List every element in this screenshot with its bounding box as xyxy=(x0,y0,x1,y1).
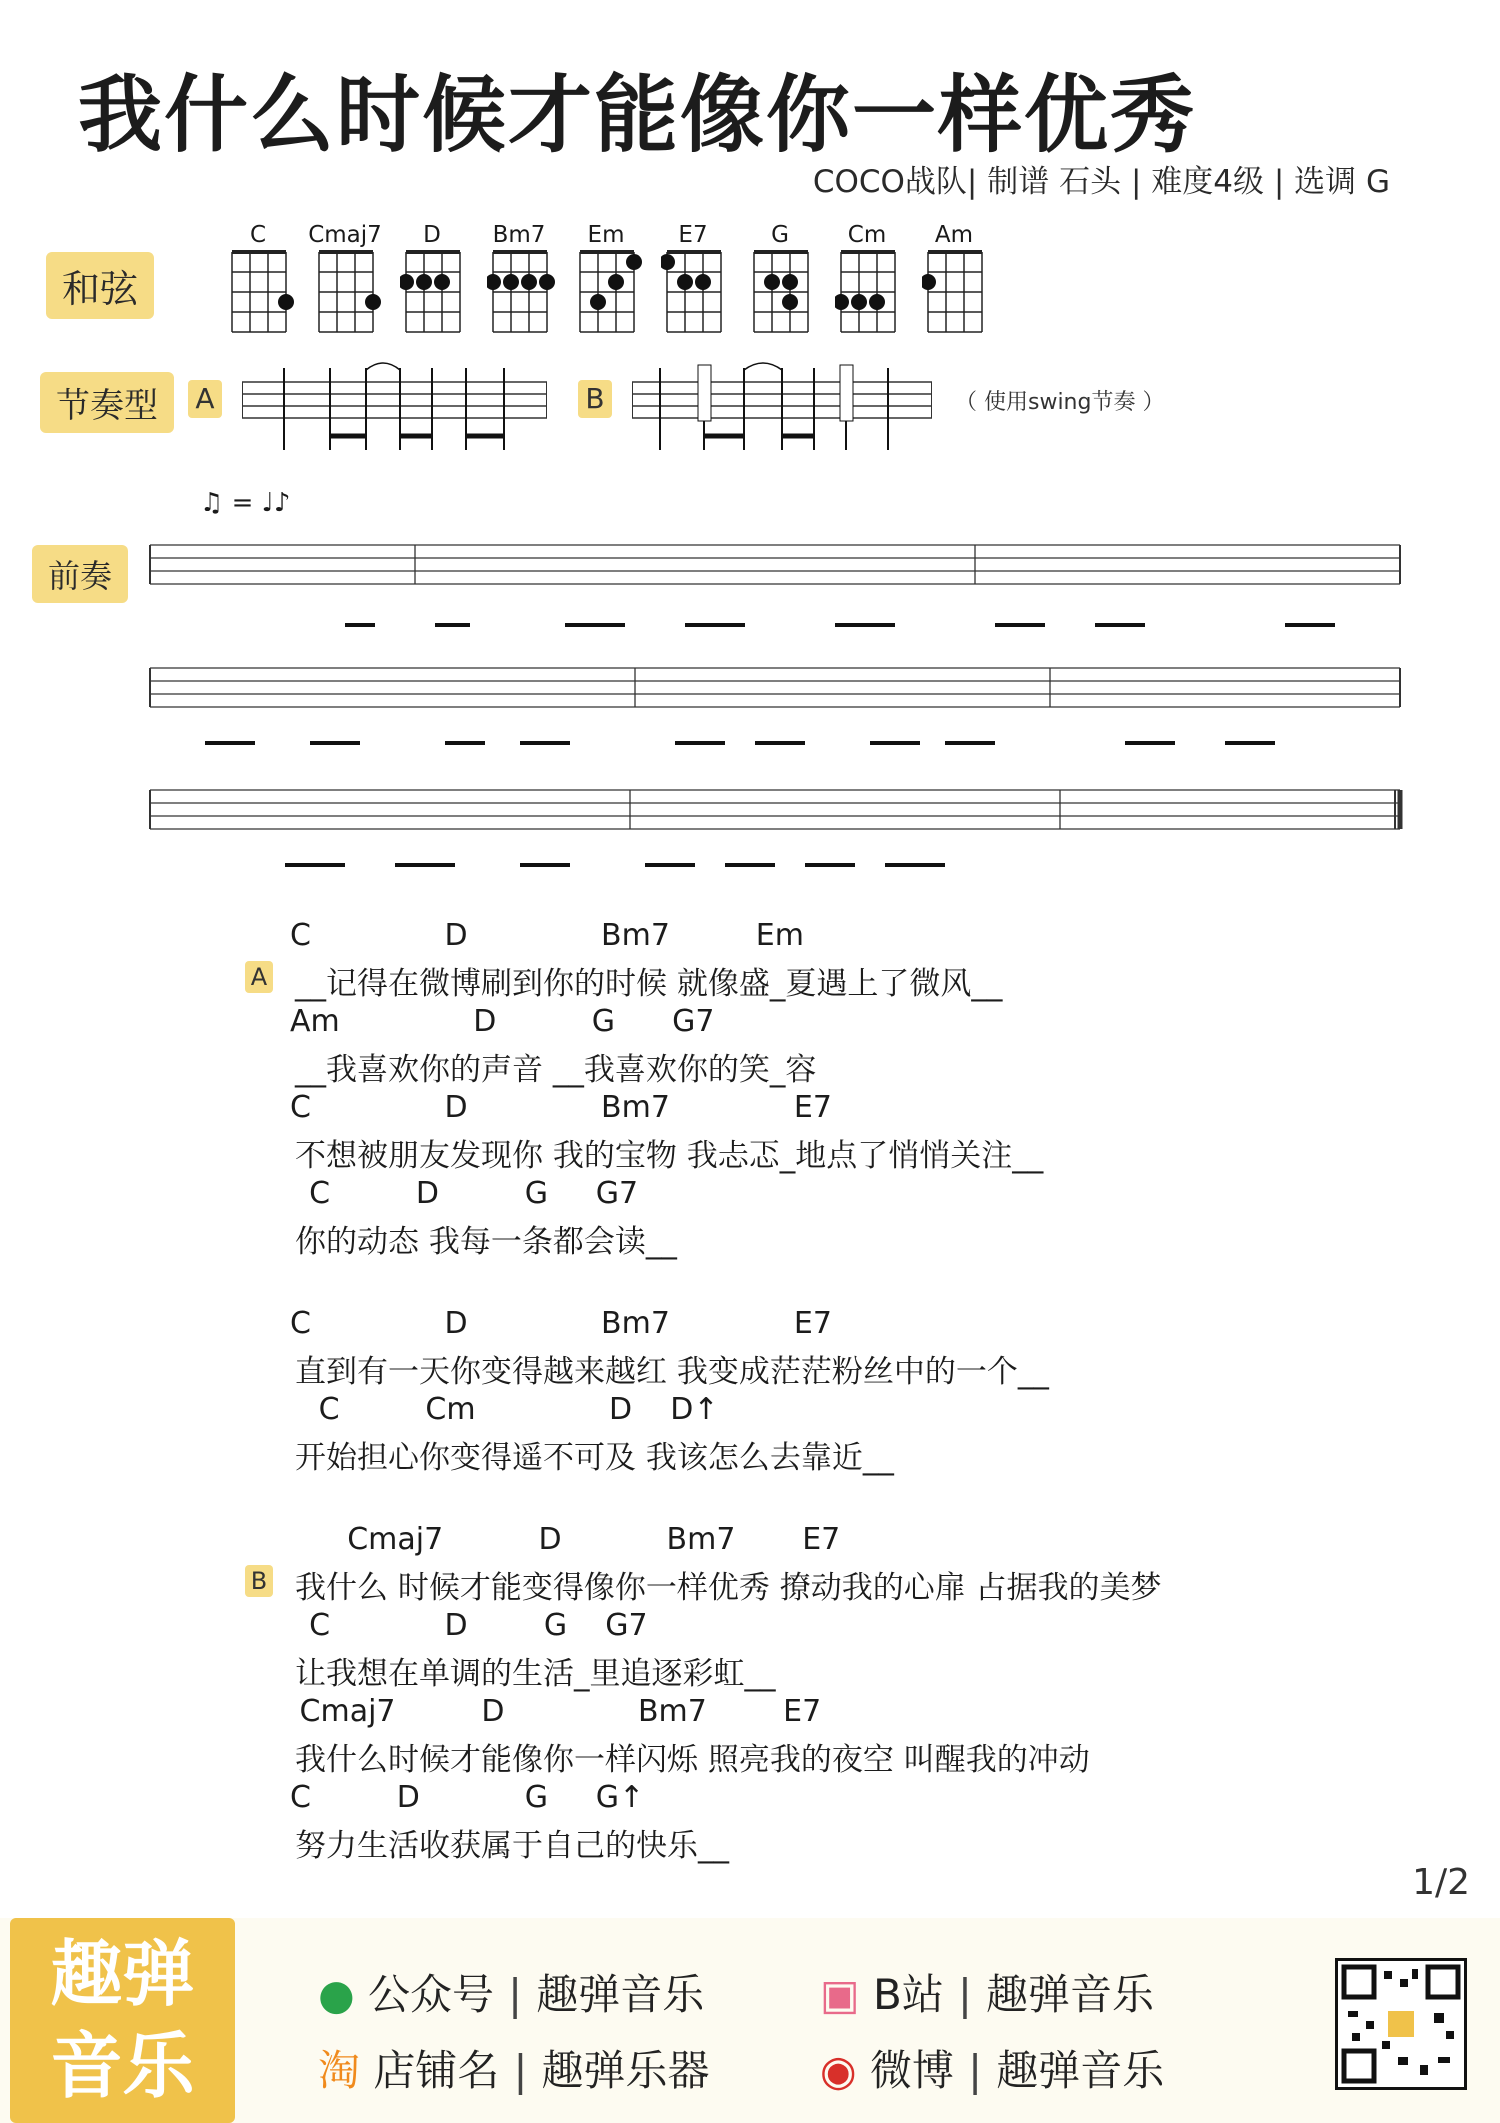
chord-diagram-c xyxy=(218,222,298,340)
lyric-line: 我什么时候才能像你一样闪烁 照亮我的夜空 叫醒我的冲动 xyxy=(295,1742,1090,1778)
chord-grid xyxy=(313,248,383,336)
swing-note: （ 使用swing节奏 ） xyxy=(955,390,1165,415)
chord-grid xyxy=(400,248,470,336)
lyric-line: 开始担心你变得遥不可及 我该怎么去靠近__ xyxy=(295,1440,894,1476)
chord-name: Bm7 xyxy=(492,222,546,248)
chord-grid xyxy=(661,248,731,336)
weibo-icon: ◉ xyxy=(820,2046,857,2095)
rhythm-a-badge: A xyxy=(188,380,222,418)
footer-taobao[interactable]: 淘 店铺名 | 趣弹乐器 xyxy=(318,2046,710,2095)
chord-name: G xyxy=(771,222,789,248)
rhythm-b-badge: B xyxy=(578,380,612,418)
chord-line: C D G G↑ xyxy=(290,1780,645,1815)
section-badge-a: A xyxy=(245,961,273,993)
rhythm-label: 节奏型 xyxy=(40,372,174,433)
lyric-line: 你的动态 我每一条都会读__ xyxy=(295,1224,677,1260)
chord-grid xyxy=(226,248,296,336)
chord-name: Am xyxy=(934,222,974,248)
chord-grid xyxy=(487,248,557,336)
chord-diagram-am xyxy=(914,222,994,340)
lyric-line: 努力生活收获属于自己的快乐__ xyxy=(295,1828,729,1864)
section-badge-b: B xyxy=(245,1565,273,1597)
lyric-line: __我喜欢你的声音 __我喜欢你的笑_容 xyxy=(295,1052,817,1088)
chord-diagram-g xyxy=(740,222,820,340)
footer-wechat[interactable]: ● 公众号 | 趣弹音乐 xyxy=(318,1970,705,2019)
footer-weibo[interactable]: ◉ 微博 | 趣弹音乐 xyxy=(820,2046,1165,2095)
brand-logo: 趣弹 音乐 xyxy=(10,1918,235,2123)
chord-line: Cmaj7 D Bm7 E7 xyxy=(290,1694,822,1729)
chord-diagram-cm xyxy=(827,222,907,340)
taobao-icon: 淘 xyxy=(318,2046,361,2095)
chord-line: C Cm D D↑ xyxy=(290,1392,719,1427)
tab-staff-2 xyxy=(145,648,1405,758)
chord-line: Cmaj7 D Bm7 E7 xyxy=(290,1522,841,1557)
chord-name: Em xyxy=(587,222,625,248)
chord-name: C xyxy=(249,222,267,248)
chord-line: C D G G7 xyxy=(290,1608,648,1643)
chord-name: D xyxy=(423,222,441,248)
bilibili-icon: ▣ xyxy=(820,1970,860,2019)
rhythm-pattern-b xyxy=(632,362,932,457)
chord-name: Cm xyxy=(847,222,887,248)
qr-code xyxy=(1335,1958,1467,2090)
chord-name: E7 xyxy=(678,222,708,248)
credits: COCO战队| 制谱 石头 | 难度4级 | 选调 G xyxy=(812,164,1390,200)
swing-notation: ♫ = ♩♪ xyxy=(200,488,291,518)
chords-label: 和弦 xyxy=(46,252,154,319)
intro-label: 前奏 xyxy=(32,545,128,603)
chord-grid xyxy=(748,248,818,336)
chord-line: Am D G G7 xyxy=(290,1004,715,1039)
chord-line: C D Bm7 Em xyxy=(290,918,804,953)
lyric-line: 不想被朋友发现你 我的宝物 我忐忑_地点了悄悄关注__ xyxy=(295,1138,1044,1174)
chord-grid xyxy=(574,248,644,336)
lyric-line: 直到有一天你变得越来越红 我变成茫茫粉丝中的一个__ xyxy=(295,1354,1049,1390)
chord-diagram-bm7 xyxy=(479,222,559,340)
lyric-line: 让我想在单调的生活_里追逐彩虹__ xyxy=(295,1656,776,1692)
chord-diagram-e7 xyxy=(653,222,733,340)
tab-staff-1 xyxy=(145,520,1405,640)
page-number: 1/2 xyxy=(1412,1862,1470,1903)
chord-diagrams xyxy=(218,222,1018,337)
rhythm-pattern-a xyxy=(242,362,547,457)
footer-bilibili[interactable]: ▣ B站 | 趣弹音乐 xyxy=(820,1970,1155,2019)
wechat-icon: ● xyxy=(318,1970,355,2019)
chord-diagram-d xyxy=(392,222,472,340)
chord-grid xyxy=(922,248,992,336)
tab-staff-3 xyxy=(145,770,1405,880)
lyric-line: 我什么 时候才能变得像你一样优秀 撩动我的心扉 占据我的美梦 xyxy=(295,1570,1162,1606)
chord-name: Cmaj7 xyxy=(308,222,382,248)
chord-grid xyxy=(835,248,905,336)
page-title: 我什么时候才能像你一样优秀 xyxy=(78,66,1197,164)
chord-diagram-cmaj7 xyxy=(305,222,385,340)
lyric-line: __记得在微博刷到你的时候 就像盛_夏遇上了微风__ xyxy=(295,966,1003,1002)
chord-line: C D Bm7 E7 xyxy=(290,1090,832,1125)
chord-diagram-em xyxy=(566,222,646,340)
chord-line: C D Bm7 E7 xyxy=(290,1306,832,1341)
chord-line: C D G G7 xyxy=(290,1176,639,1211)
